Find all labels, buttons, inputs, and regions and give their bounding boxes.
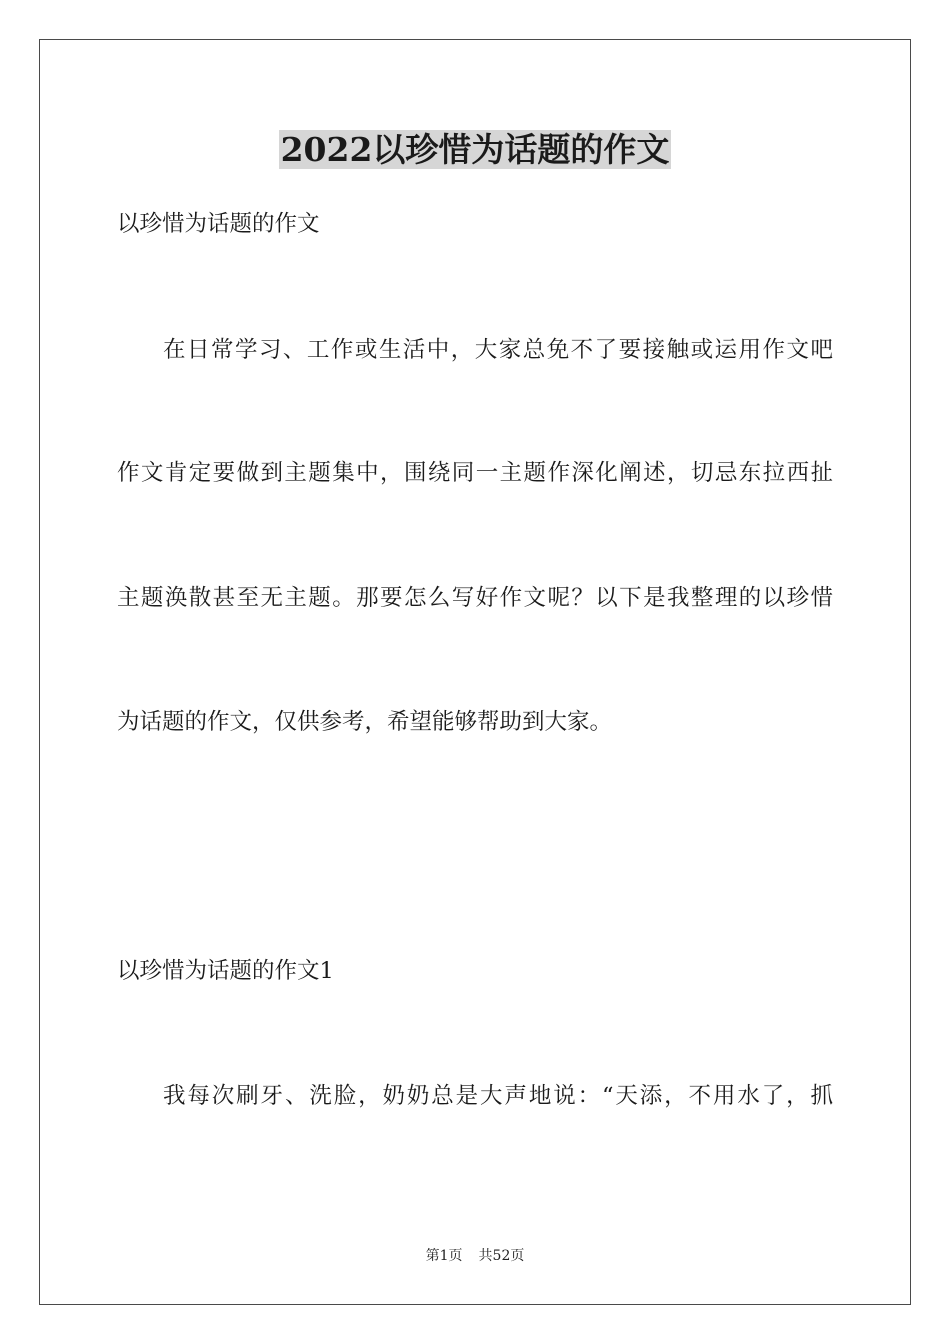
intro-line-2: 作文肯定要做到主题集中，围绕同一主题作深化阐述，切忌东拉西扯 bbox=[117, 460, 833, 486]
section-paragraph-line-1: 我每次刷牙、洗脸，奶奶总是大声地说：“天添，不用水了，抓 bbox=[163, 1083, 833, 1109]
document-title bbox=[0, 128, 950, 172]
page-total: 共52页 bbox=[478, 1248, 525, 1264]
intro-line-4: 为话题的作文，仅供参考，希望能够帮助到大家。 bbox=[117, 709, 613, 735]
title-highlight: 2022以珍惜为话题的作文 bbox=[280, 130, 670, 169]
document-subtitle: 以珍惜为话题的作文 bbox=[117, 211, 320, 237]
intro-line-3: 主题涣散甚至无主题。那要怎么写好作文呢？以下是我整理的以珍惜 bbox=[117, 585, 833, 611]
page-number: 第1页 bbox=[425, 1248, 463, 1264]
section-heading: 以珍惜为话题的作文1 bbox=[117, 958, 334, 984]
intro-line-1: 在日常学习、工作或生活中，大家总免不了要接触或运用作文吧 bbox=[163, 337, 833, 363]
page-footer bbox=[0, 1246, 950, 1266]
